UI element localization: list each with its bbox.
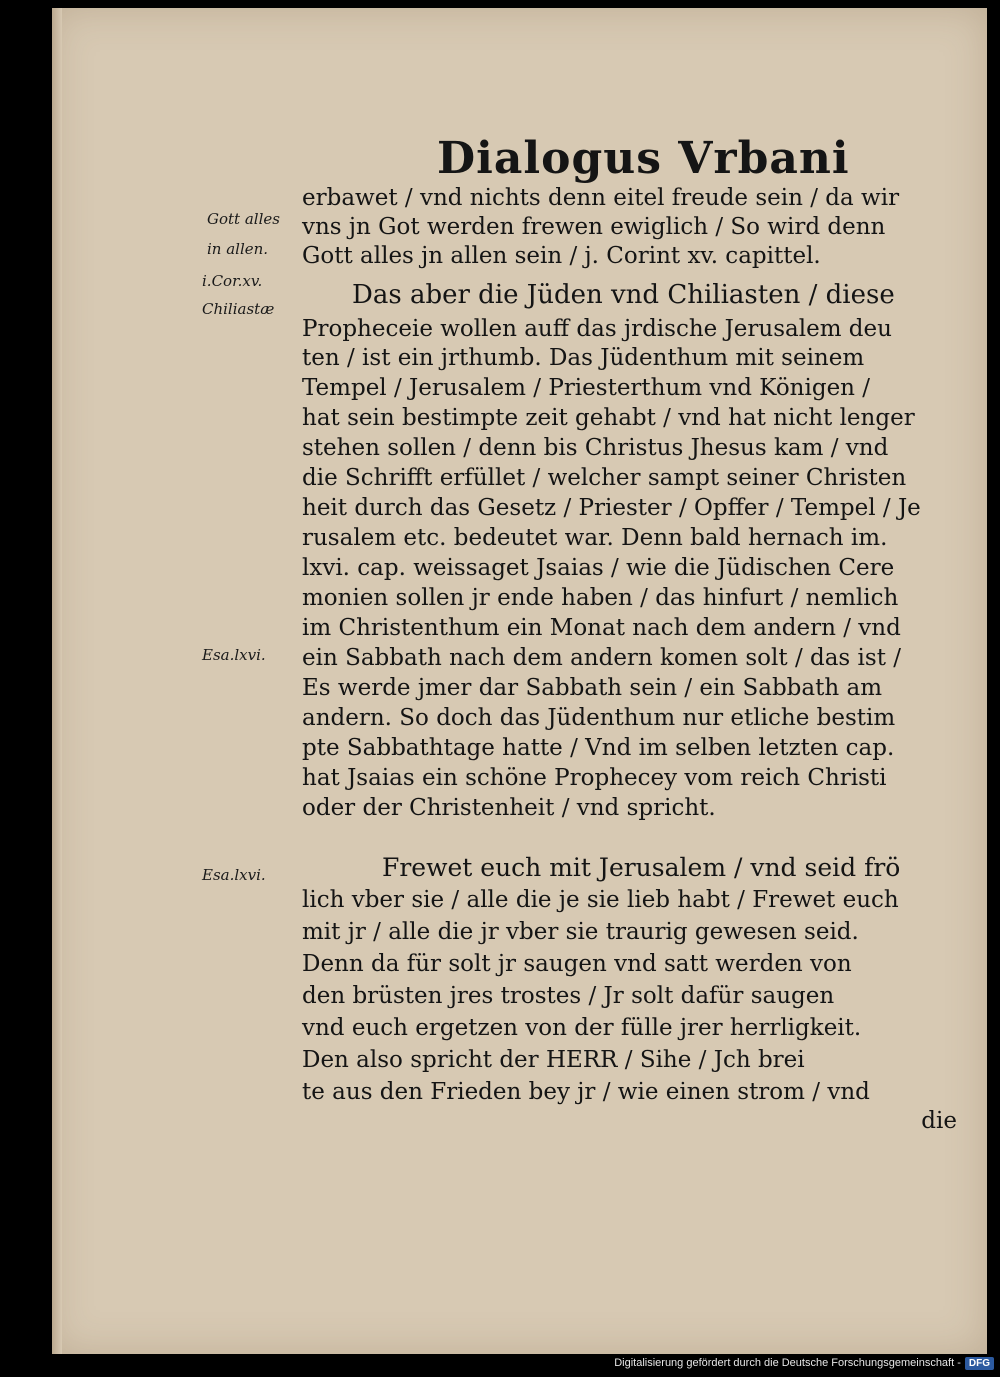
margin-note: Esa.lxvi. <box>202 646 266 664</box>
margin-note: Esa.lxvi. <box>202 866 266 884</box>
footer-text: Digitalisierung gefördert durch die Deutsche Forschungsgemeinschaft - <box>614 1357 961 1369</box>
text-line: hat Jsaias ein schöne Prophecey vom reich Christi <box>302 765 887 791</box>
text-line: ein Sabbath nach dem andern komen solt / das ist / <box>302 645 902 671</box>
text-line: andern. So doch das Jüdenthum nur etliche bestim <box>302 705 896 731</box>
text-line: Tempel / Jerusalem / Priesterthum vnd Königen / <box>302 375 871 401</box>
text-line: lxvi. cap. weissaget Jsaias / wie die Jüdischen Cere <box>302 555 895 581</box>
dfg-logo: DFG <box>965 1357 994 1370</box>
footer <box>614 1355 994 1371</box>
text-line: Propheceie wollen auff das jrdische Jerusalem deu <box>302 316 892 342</box>
text-line: pte Sabbathtage hatte / Vnd im selben letzten cap. <box>302 735 895 761</box>
text-line: Gott alles jn allen sein / j. Corint xv. capittel. <box>302 243 821 269</box>
margin-note: Gott alles <box>207 210 280 228</box>
text-line: den brüsten jres trostes / Jr solt dafür saugen <box>302 983 835 1009</box>
text-line: oder der Christenheit / vnd spricht. <box>302 795 716 821</box>
book-page <box>52 8 987 1354</box>
text-line: im Christenthum ein Monat nach dem andern / vnd <box>302 615 901 641</box>
text-line: rusalem etc. bedeutet war. Denn bald hernach im. <box>302 525 888 551</box>
text-line: stehen sollen / denn bis Christus Jhesus kam / vnd <box>302 435 889 461</box>
text-line: Denn da für solt jr saugen vnd satt werden von <box>302 951 852 977</box>
running-head: Dialogus Vrbani <box>437 133 850 184</box>
text-line: ten / ist ein jrthumb. Das Jüdenthum mit seinem <box>302 345 865 371</box>
text-line: erbawet / vnd nichts denn eitel freude sein / da wir <box>302 185 900 211</box>
text-line: lich vber sie / alle die je sie lieb habt / Frewet euch <box>302 887 899 913</box>
margin-note: Chiliastæ <box>202 300 275 318</box>
text-line: te aus den Frieden bey jr / wie einen strom / vnd <box>302 1079 870 1105</box>
text-line: vnd euch ergetzen von der fülle jrer herrligkeit. <box>302 1015 862 1041</box>
margin-note: in allen. <box>207 240 269 258</box>
page-fold-shadow <box>52 8 62 1354</box>
catchword: die <box>921 1108 957 1134</box>
text-line: vns jn Got werden frewen ewiglich / So wird denn <box>302 214 886 240</box>
text-line: hat sein bestimpte zeit gehabt / vnd hat nicht lenger <box>302 405 915 431</box>
text-line: Frewet euch mit Jerusalem / vnd seid frö <box>382 853 901 882</box>
margin-note: i.Cor.xv. <box>202 272 263 290</box>
text-line: mit jr / alle die jr vber sie traurig gewesen seid. <box>302 919 859 945</box>
text-line: die Schrifft erfüllet / welcher sampt seiner Christen <box>302 465 907 491</box>
text-line: Das aber die Jüden vnd Chiliasten / diese <box>352 280 895 310</box>
text-line: heit durch das Gesetz / Priester / Opffer / Tempel / Je <box>302 495 921 521</box>
text-line: Es werde jmer dar Sabbath sein / ein Sabbath am <box>302 675 882 701</box>
text-line: monien sollen jr ende haben / das hinfurt / nemlich <box>302 585 899 611</box>
text-line: Den also spricht der HERR / Sihe / Jch brei <box>302 1047 805 1073</box>
